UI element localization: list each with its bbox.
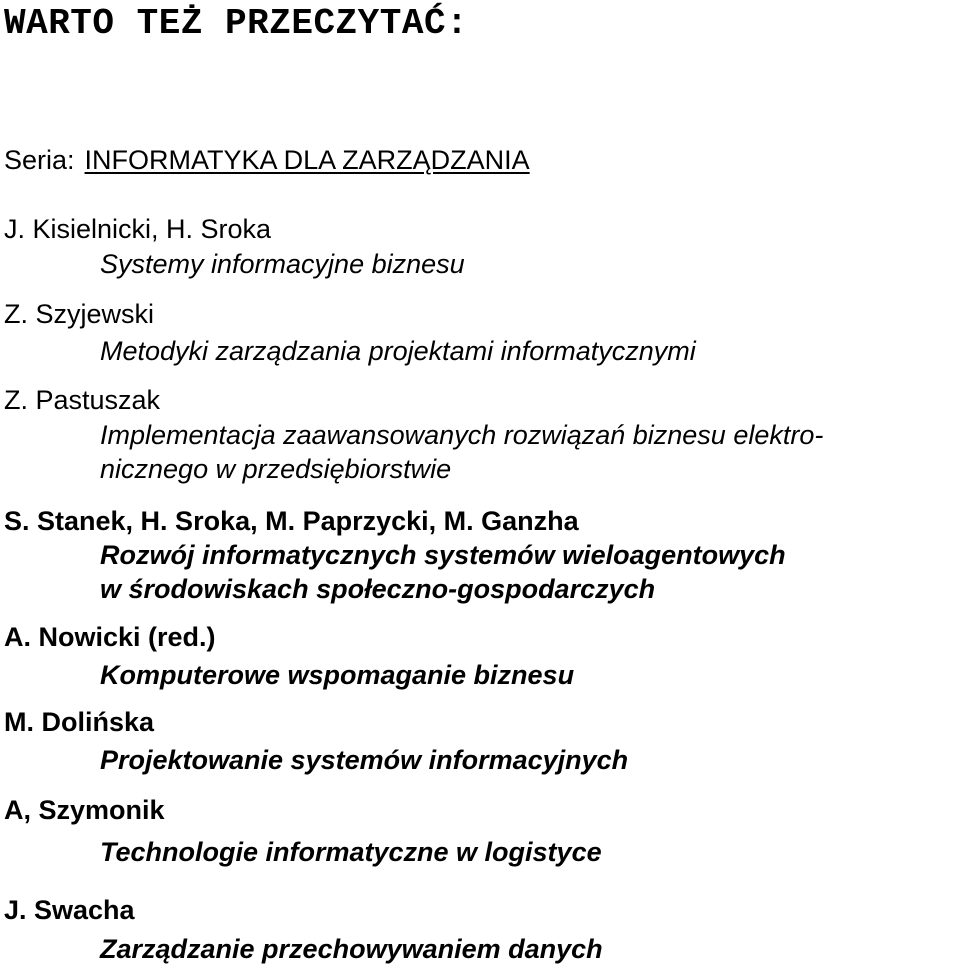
series-line — [4, 142, 530, 178]
book-title — [100, 247, 465, 281]
book-author: J. Kisielnicki, H. Sroka — [4, 214, 272, 244]
book-author: S. Stanek, H. Sroka, M. Paprzycki, M. Ganzha — [4, 506, 579, 536]
book-title-line: Implementacja zaawansowanych rozwiązań biznesu elektro- — [100, 420, 824, 450]
book-author: A. Nowicki (red.) — [4, 622, 216, 652]
page-heading: WARTO TEŻ PRZECZYTAĆ: — [4, 3, 469, 44]
book-title-line: Komputerowe wspomaganie biznesu — [100, 660, 575, 690]
series-label: Seria: — [4, 145, 75, 175]
book-title-line: Systemy informacyjne biznesu — [100, 249, 465, 279]
series-name: INFORMATYKA DLA ZARZĄDZANIA — [84, 145, 530, 175]
book-title — [100, 932, 603, 966]
book-title-line: Zarządzanie przechowywaniem danych — [100, 934, 603, 964]
book-title — [100, 743, 628, 777]
book-title — [100, 835, 602, 869]
book-title-line: Rozwój informatycznych systemów wieloagentowych — [100, 540, 786, 570]
book-title-line: Technologie informatyczne w logistyce — [100, 837, 602, 867]
book-author: Z. Szyjewski — [4, 299, 155, 329]
book-author: M. Dolińska — [4, 707, 155, 737]
book-title — [100, 658, 574, 692]
book-title-line: Projektowanie systemów informacyjnych — [100, 745, 629, 775]
book-title-line: Metodyki zarządzania projektami informatycznymi — [100, 336, 696, 366]
book-title — [100, 418, 823, 486]
book-author: Z. Pastuszak — [4, 385, 161, 415]
book-author: J. Swacha — [4, 895, 135, 925]
book-title — [100, 538, 786, 606]
book-title-line: w środowiskach społeczno-gospodarczych — [100, 574, 656, 604]
book-title-line: nicznego w przedsiębiorstwie — [100, 454, 452, 484]
book-title — [100, 334, 696, 368]
book-author: A, Szymonik — [4, 795, 165, 825]
